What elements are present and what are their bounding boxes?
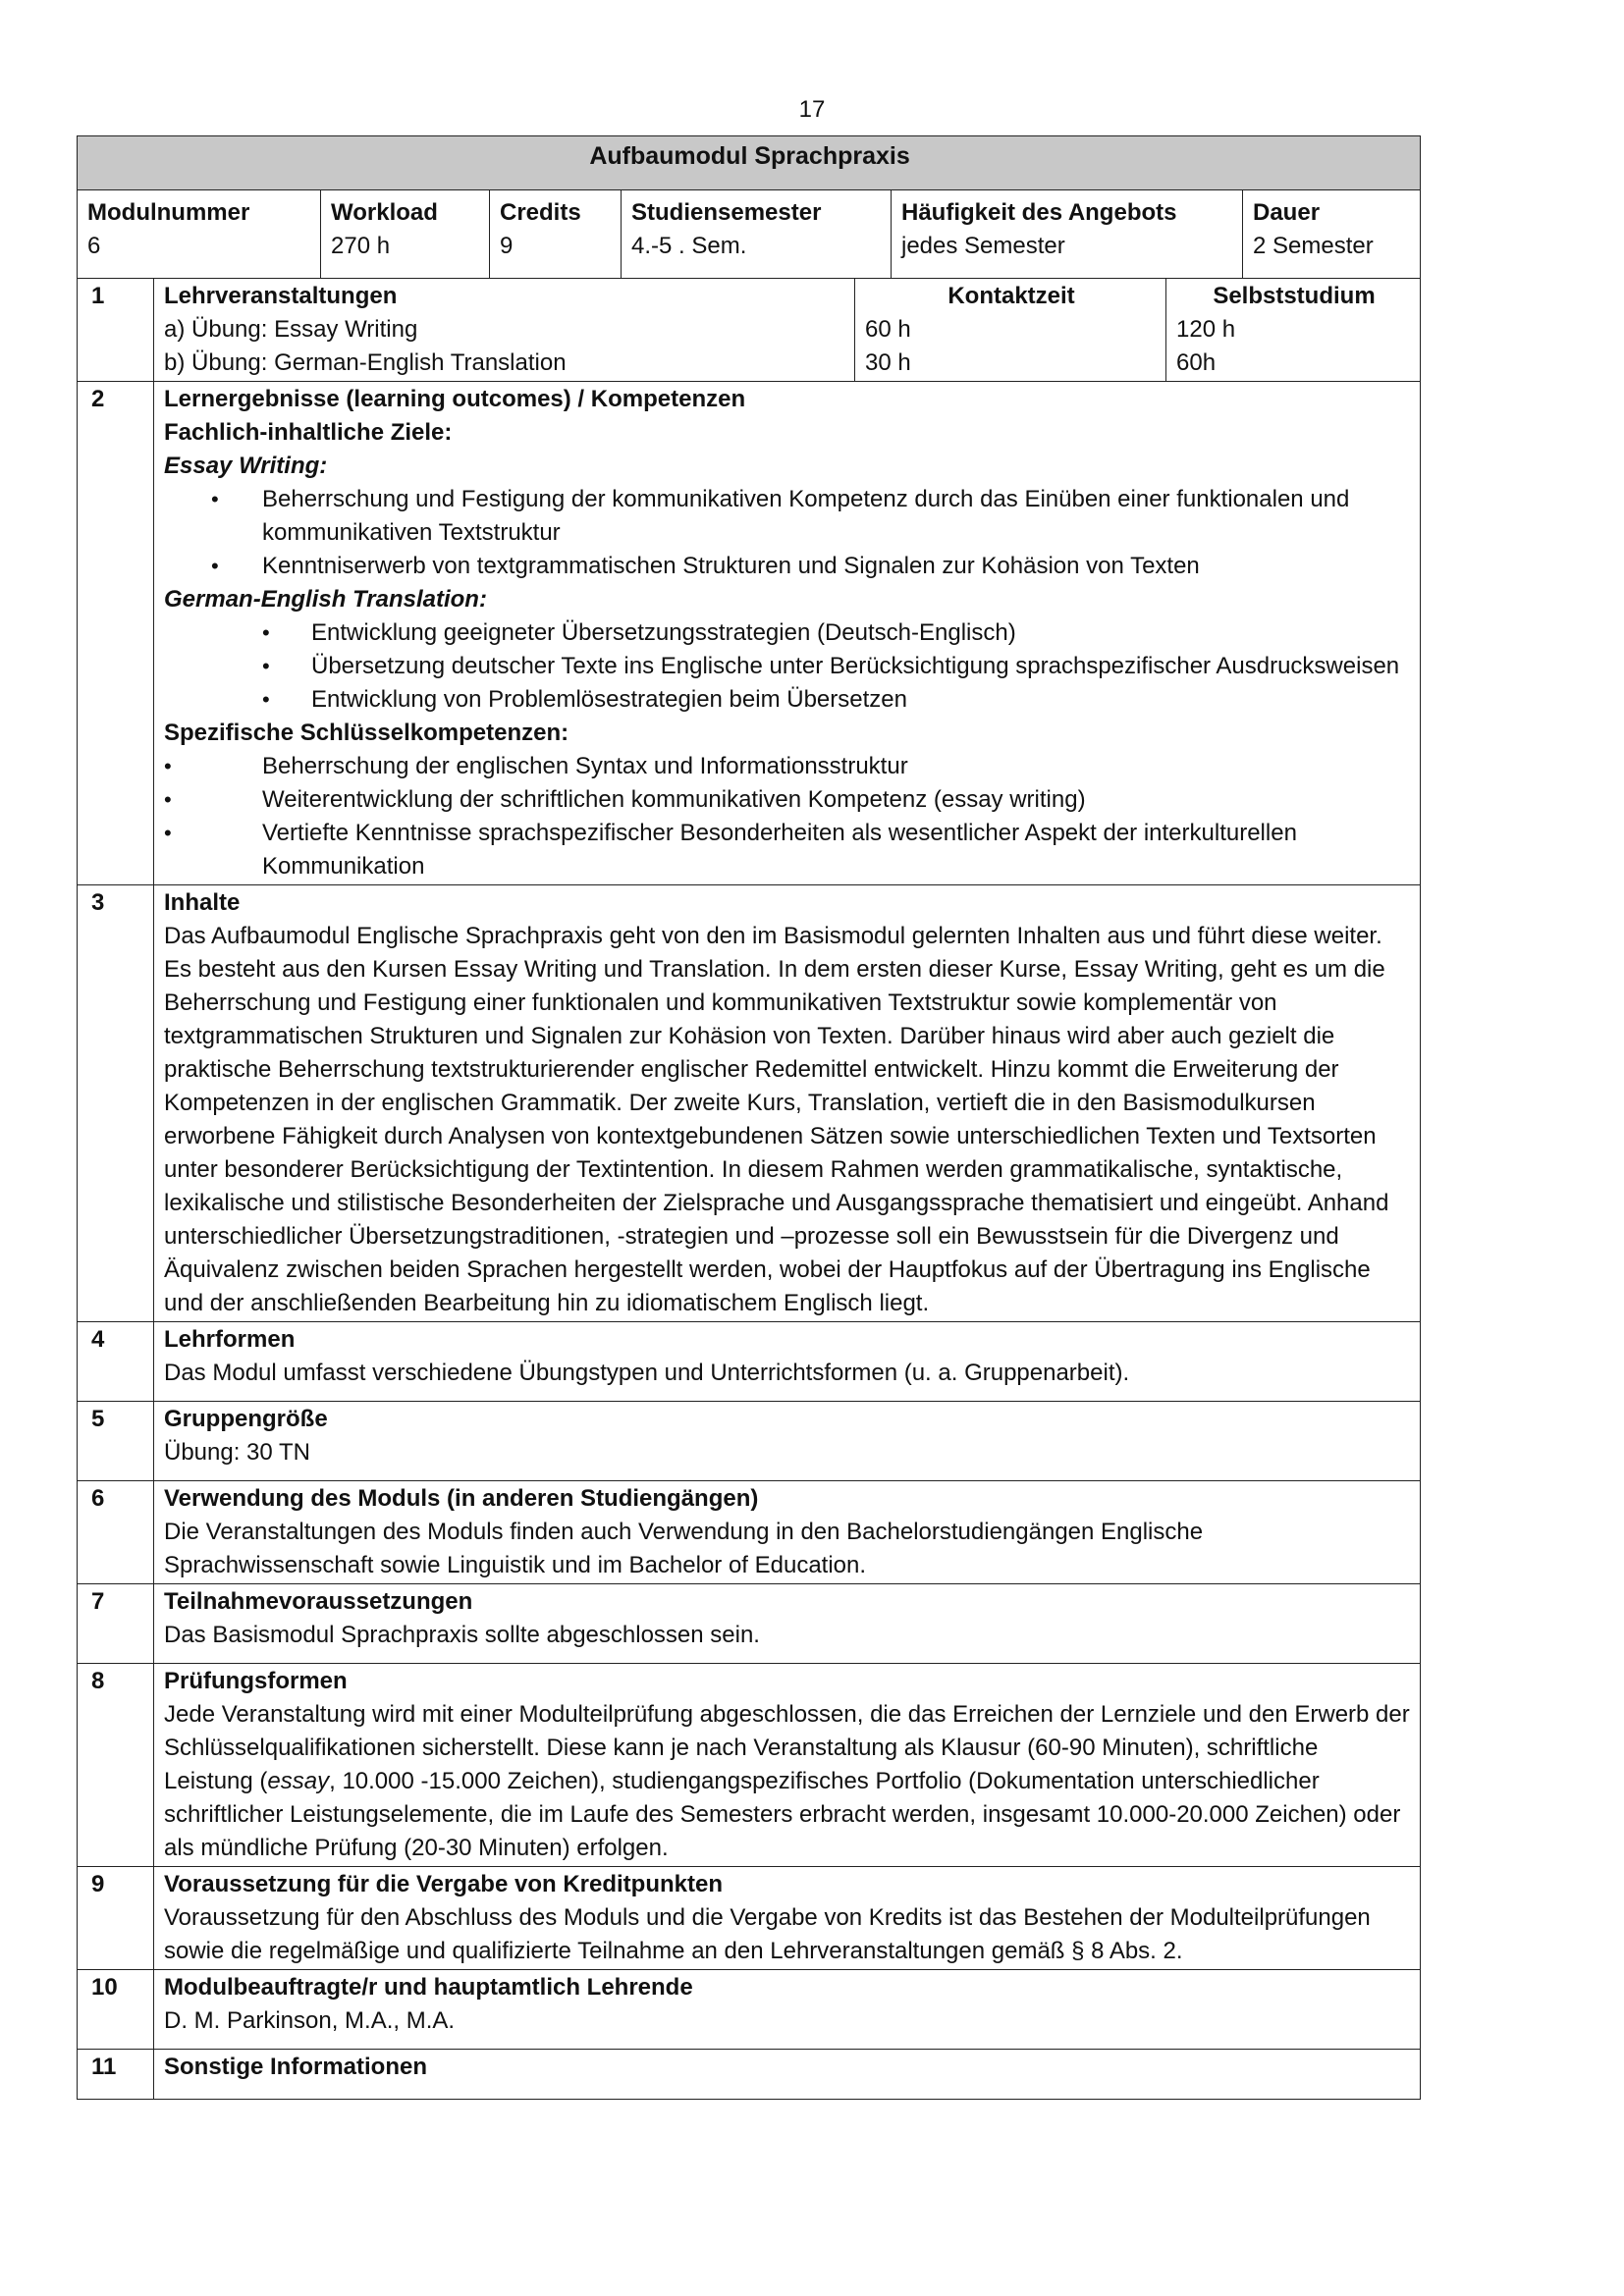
pruefungsformen-cell (154, 1664, 1421, 1867)
kontaktzeit-value: 30 h (865, 349, 911, 376)
row-title: Lernergebnisse (learning outcomes) / Kompetenzen (164, 386, 746, 412)
row-number: 10 (78, 1970, 154, 2050)
lehrformen-cell (154, 1322, 1421, 1402)
inhalte-cell (154, 885, 1421, 1322)
course-name: a) Übung: Essay Writing (164, 316, 418, 343)
credits-cell (490, 190, 622, 279)
lehrveranstaltungen-table (77, 278, 1421, 382)
verwendung-text: Die Veranstaltungen des Moduls finden auch Verwendung in den Bachelorstudiengängen Englische Sprachwissenschaft sowie Linguistik und im Bachelor of Education. (164, 1519, 1204, 1578)
row-number: 8 (78, 1664, 154, 1867)
row-title: Verwendung des Moduls (in anderen Studiengängen) (164, 1485, 759, 1512)
row-title: Voraussetzung für die Vergabe von Kreditpunkten (164, 1871, 723, 1897)
list-item: • Entwicklung geeigneter Übersetzungsstrategien (Deutsch-Englisch) (164, 616, 1412, 650)
row-number: 2 (78, 382, 154, 885)
gruppengroesse-text: Übung: 30 TN (164, 1439, 310, 1466)
dauer-cell (1243, 190, 1421, 279)
row-number: 3 (78, 885, 154, 1322)
haeufigkeit-label: Häufigkeit des Angebots (901, 199, 1177, 226)
row-title: Sonstige Informationen (164, 2054, 428, 2080)
verwendung-cell (154, 1481, 1421, 1584)
translation-heading: German-English Translation: (164, 586, 487, 613)
sonstige-cell (154, 2050, 1421, 2100)
workload-value: 270 h (331, 233, 391, 259)
list-item: • Vertiefte Kenntnisse sprachspezifischer Besonderheiten als wesentlicher Aspekt der interkulturellen Kommunikation (164, 817, 1412, 883)
modulbeauftragte-cell (154, 1970, 1421, 2050)
selbststudium-value: 60h (1176, 349, 1217, 376)
list-item: • Weiterentwicklung der schriftlichen kommunikativen Kompetenz (essay writing) (164, 783, 1412, 817)
kreditpunkte-cell (154, 1867, 1421, 1970)
list-item: • Beherrschung und Festigung der kommunikativen Kompetenz durch das Einüben einer funktionalen und kommunikativen Textstruktur (164, 483, 1412, 550)
section-subtitle: Fachlich-inhaltliche Ziele: (164, 419, 453, 446)
translation-list (164, 616, 1412, 717)
workload-cell (321, 190, 490, 279)
kontaktzeit-cell (855, 279, 1166, 382)
teilnahme-text: Das Basismodul Sprachpraxis sollte abgeschlossen sein. (164, 1622, 760, 1648)
dauer-value: 2 Semester (1253, 233, 1374, 259)
credits-label: Credits (500, 199, 581, 226)
modulbeauftragte-text: D. M. Parkinson, M.A., M.A. (164, 2007, 456, 2034)
modulnummer-value: 6 (87, 233, 101, 259)
workload-label: Workload (331, 199, 438, 226)
module-sheet (77, 135, 1420, 2100)
selbststudium-label: Selbststudium (1213, 283, 1376, 309)
text-span: Jede Veranstaltung wird mit einer Modulteilprüfung abgeschlossen, die das Erreichen der Lernziele und den Erwerb der Schlüsselqualifikationen sicherstellt. Diese kann je nach Veranstaltung als Klausur (60-90 Minuten), schriftliche Leistung ( (164, 1701, 1410, 1794)
list-item: • Beherrschung der englischen Syntax und Informationsstruktur (164, 750, 1412, 783)
essay-list (164, 483, 1412, 583)
row-title: Gruppengröße (164, 1406, 328, 1432)
row-title: Lehrformen (164, 1326, 296, 1353)
lernergebnisse-cell (154, 382, 1421, 885)
row-number: 7 (78, 1584, 154, 1664)
lehrveranstaltungen-cell (154, 279, 855, 382)
studiensemester-value: 4.-5 . Sem. (631, 233, 747, 259)
list-item: • Übersetzung deutscher Texte ins Englische unter Berücksichtigung sprachspezifischer Ausdrucksweisen (164, 650, 1412, 683)
kreditpunkte-text: Voraussetzung für den Abschluss des Moduls und die Vergabe von Kredits ist das Bestehen der Modulteilprüfungen sowie die regelmäßige und qualifizierte Teilnahme an den Lehrveranstaltungen gemäß § 8 Abs. 2. (164, 1904, 1371, 1964)
course-name: b) Übung: German-English Translation (164, 349, 567, 376)
row-number: 4 (78, 1322, 154, 1402)
key-competencies-list (164, 750, 1412, 883)
modulnummer-label: Modulnummer (87, 199, 250, 226)
row-number: 1 (78, 279, 154, 382)
row-number: 9 (78, 1867, 154, 1970)
page-number: 17 (798, 96, 826, 123)
row-number: 6 (78, 1481, 154, 1584)
row-title: Lehrveranstaltungen (164, 283, 398, 309)
row-title: Teilnahmevoraussetzungen (164, 1588, 473, 1615)
pruefungsformen-text (164, 1698, 1412, 1865)
kontaktzeit-value: 60 h (865, 316, 911, 343)
row-title: Modulbeauftragte/r und hauptamtlich Lehrende (164, 1974, 693, 2001)
row-number: 5 (78, 1402, 154, 1481)
lehrformen-text: Das Modul umfasst verschiedene Übungstypen und Unterrichtsformen (u. a. Gruppenarbeit). (164, 1360, 1130, 1386)
inhalte-text: Das Aufbaumodul Englische Sprachpraxis geht von den im Basismodul gelernten Inhalten aus und führt diese weiter. Es besteht aus den Kursen Essay Writing und Translation. In dem ersten dieser Kurse, Essay Writing, geht es um die Beherrschung und Festigung einer funktionalen und kommunikativen Textstruktur sowie komplementär von textgrammatischen Strukturen und Signalen zur Kohäsion von Texten. Darüber hinaus wird aber auch gezielt die praktische Beherrschung textstrukturierender englischer Redemittel entwickelt. Hinzu kommt die Erweiterung der Kompetenzen in der englischen Grammatik. Der zweite Kurs, Translation, vertieft die in den Basismodulkursen erworbene Fähigkeit durch Analysen von kontextgebundenen Sätzen sowie unterschiedlichen Texten und Textsorten unter besonderer Berücksichtigung der Textintention. In diesem Rahmen werden grammatikalische, syntaktische, lexikalische und stilistische Besonderheiten der Zielsprache und Ausgangssprache thematisiert und eingeübt. Anhand unterschiedlicher Übersetzungstraditionen, -strategien und –prozesse soll ein Bewusstsein für die Divergenz und Äquivalenz zwischen beiden Sprachen hergestellt werden, wobei der Hauptfokus auf der Übertragung ins Englische und der anschließenden Bearbeitung hin zu idiomatischem Englisch liegt. (164, 923, 1389, 1316)
list-item: • Entwicklung von Problemlösestrategien beim Übersetzen (164, 683, 1412, 717)
studiensemester-cell (622, 190, 892, 279)
module-header-table (77, 135, 1421, 279)
selbststudium-cell (1166, 279, 1421, 382)
credits-value: 9 (500, 233, 514, 259)
haeufigkeit-cell (892, 190, 1243, 279)
haeufigkeit-value: jedes Semester (901, 233, 1065, 259)
text-italic: essay (267, 1768, 330, 1794)
essay-heading: Essay Writing: (164, 453, 328, 479)
teilnahme-cell (154, 1584, 1421, 1664)
module-details-table (77, 381, 1421, 2100)
selbststudium-value: 120 h (1176, 316, 1236, 343)
row-number: 11 (78, 2050, 154, 2100)
row-title: Prüfungsformen (164, 1668, 348, 1694)
modulnummer-cell (78, 190, 321, 279)
key-competencies-heading: Spezifische Schlüsselkompetenzen: (164, 720, 569, 746)
list-item: • Kenntniserwerb von textgrammatischen Strukturen und Signalen zur Kohäsion von Texten (164, 550, 1412, 583)
module-title: Aufbaumodul Sprachpraxis (78, 136, 1421, 190)
dauer-label: Dauer (1253, 199, 1321, 226)
row-title: Inhalte (164, 889, 241, 916)
text-span: , 10.000 -15.000 Zeichen), studiengangspezifisches Portfolio (Dokumentation unterschiedlicher schriftlicher Leistungselemente, die im Laufe des Semesters erbracht werden, insgesamt 10.000-20.000 Zeichen) oder als mündliche Prüfung (20-30 Minuten) erfolgen. (164, 1768, 1401, 1861)
studiensemester-label: Studiensemester (631, 199, 822, 226)
gruppengroesse-cell (154, 1402, 1421, 1481)
kontaktzeit-label: Kontaktzeit (947, 283, 1075, 309)
